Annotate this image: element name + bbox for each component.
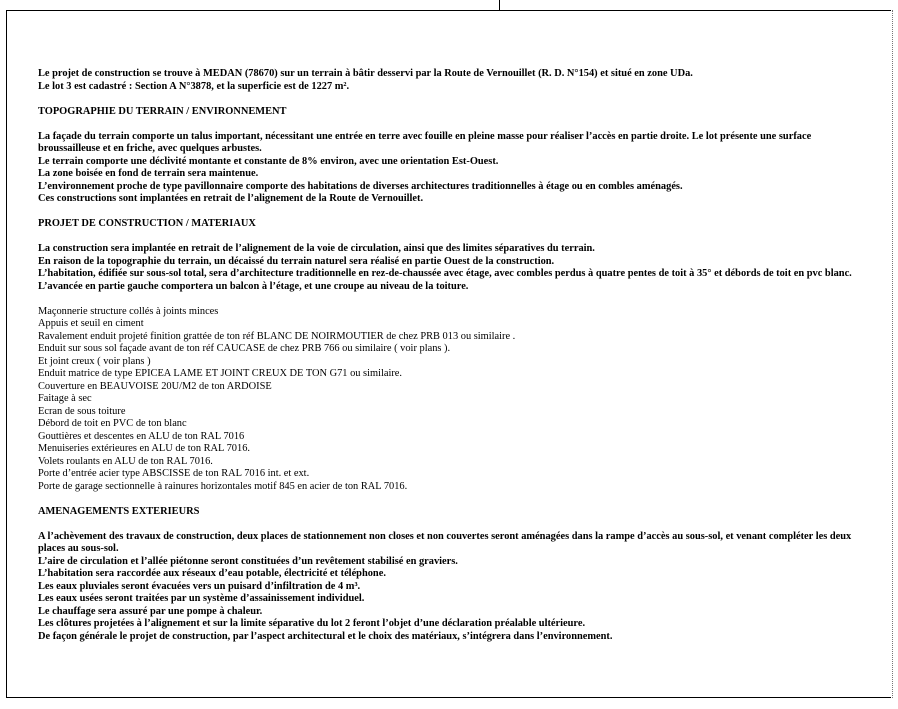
materiau-item: Appuis et seuil en ciment: [38, 318, 144, 329]
paragraph-line: La façade du terrain comporte un talus important, nécessitant une entrée en terre avec fouille en pleine masse pour réaliser l’accès en partie droite. Le lot présente une surface broussailleuse et en friche, avec quelques arbustes.: [38, 130, 812, 154]
materiau-item: Menuiseries extérieures en ALU de ton RAL 7016.: [38, 443, 250, 454]
materiau-item: Enduit matrice de type EPICEA LAME ET JOINT CREUX DE TON G71 ou similaire.: [38, 368, 403, 379]
materiau-item: Volets roulants en ALU de ton RAL 7016.: [38, 455, 213, 467]
paragraph-line: Les eaux pluviales seront évacuées vers un puisard d’infiltration de 4 m³.: [38, 580, 361, 592]
paragraph-line: Les clôtures projetées à l’alignement et sur la limite séparative du lot 2 feront l’objet d’une déclaration préalable ultérieure.: [38, 618, 586, 629]
section-heading: PROJET DE CONSTRUCTION / MATERIAUX: [38, 218, 256, 229]
document-body: [38, 68, 868, 643]
paragraph-line: Le chauffage sera assuré par une pompe à chaleur.: [38, 605, 263, 617]
section-heading: TOPOGRAPHIE DU TERRAIN / ENVIRONNEMENT: [38, 105, 287, 117]
paragraph-line: L’environnement proche de type pavillonnaire comporte des habitations de diverses architectures traditionnelles à étage ou en combles aménagés.: [38, 180, 683, 192]
materiaux-list: [38, 306, 868, 494]
paragraph-line: L’habitation sera raccordée aux réseaux d’eau potable, électricité et téléphone.: [38, 568, 386, 579]
paragraph-line: La construction sera implantée en retrait de l’alignement de la voie de circulation, ainsi que des limites séparatives du terrain.: [38, 243, 595, 254]
paragraph-line: A l’achèvement des travaux de construction, deux places de stationnement non closes et non couvertes seront aménagées dans la rampe d’accès au sous-sol, et venant compléter les deux places au sous-sol.: [38, 530, 852, 554]
materiau-item: Maçonnerie structure collés à joints minces: [38, 305, 219, 317]
materiau-item: Ravalement enduit projeté finition grattée de ton réf BLANC DE NOIRMOUTIER de chez PRB 013 ou similaire .: [38, 330, 516, 342]
materiau-item: Ecran de sous toiture: [38, 405, 126, 417]
materiau-item: Débord de toit en PVC de ton blanc: [38, 418, 187, 429]
intro-line: Le projet de construction se trouve à MEDAN (78670) sur un terrain à bâtir desservi par la Route de Vernouillet (R. D. N°154) et situé en zone UDa.: [38, 68, 693, 79]
paragraph-line: Les eaux usées seront traitées par un système d’assainissement individuel.: [38, 593, 365, 604]
materiau-item: Faitage à sec: [38, 393, 92, 404]
paragraph-line: Ces constructions sont implantées en retrait de l’alignement de la Route de Vernouillet.: [38, 193, 424, 204]
materiau-item: Enduit sur sous sol façade avant de ton réf CAUCASE de chez PRB 766 ou similaire ( voir plans ).: [38, 343, 451, 354]
projet-section: [38, 218, 868, 293]
paragraph-line: L’avancée en partie gauche comportera un balcon à l’étage, et une croupe au niveau de la toiture.: [38, 280, 469, 292]
materiau-item: Gouttières et descentes en ALU de ton RAL 7016: [38, 430, 245, 442]
section-heading: AMENAGEMENTS EXTERIEURS: [38, 505, 200, 517]
materiau-item: Couverture en BEAUVOISE 20U/M2 de ton ARDOISE: [38, 380, 272, 392]
topographie-section: [38, 106, 868, 206]
paragraph-line: En raison de la topographie du terrain, un décaissé du terrain naturel sera réalisé en partie Ouest de la construction.: [38, 255, 555, 267]
top-page-mark: [499, 0, 500, 10]
paragraph-line: Le terrain comporte une déclivité montante et constante de 8% environ, avec une orientation Est-Ouest.: [38, 155, 499, 167]
paragraph-line: La zone boisée en fond de terrain sera maintenue.: [38, 168, 259, 179]
page-right-edge: [892, 10, 893, 698]
materiau-item: Porte d’entrée acier type ABSCISSE de ton RAL 7016 int. et ext.: [38, 468, 310, 479]
materiau-item: Porte de garage sectionnelle à rainures horizontales motif 845 en acier de ton RAL 7016.: [38, 480, 408, 492]
materiau-item: Et joint creux ( voir plans ): [38, 355, 151, 367]
paragraph-line: De façon générale le projet de construction, par l’aspect architectural et le choix des matériaux, s’intégrera dans l’environnement.: [38, 630, 613, 642]
intro-section: [38, 68, 868, 93]
amenagements-section: [38, 506, 868, 644]
intro-line: Le lot 3 est cadastré : Section A N°3878, et la superficie est de 1227 m².: [38, 80, 350, 92]
paragraph-line: L’aire de circulation et l’allée piétonne seront constituées d’un revêtement stabilisé en graviers.: [38, 555, 458, 567]
paragraph-line: L’habitation, édifiée sur sous-sol total, sera d’architecture traditionnelle en rez-de-chaussée avec étage, avec combles perdus à quatre pentes de toit à 35° et débords de toit en pvc blanc.: [38, 268, 852, 279]
